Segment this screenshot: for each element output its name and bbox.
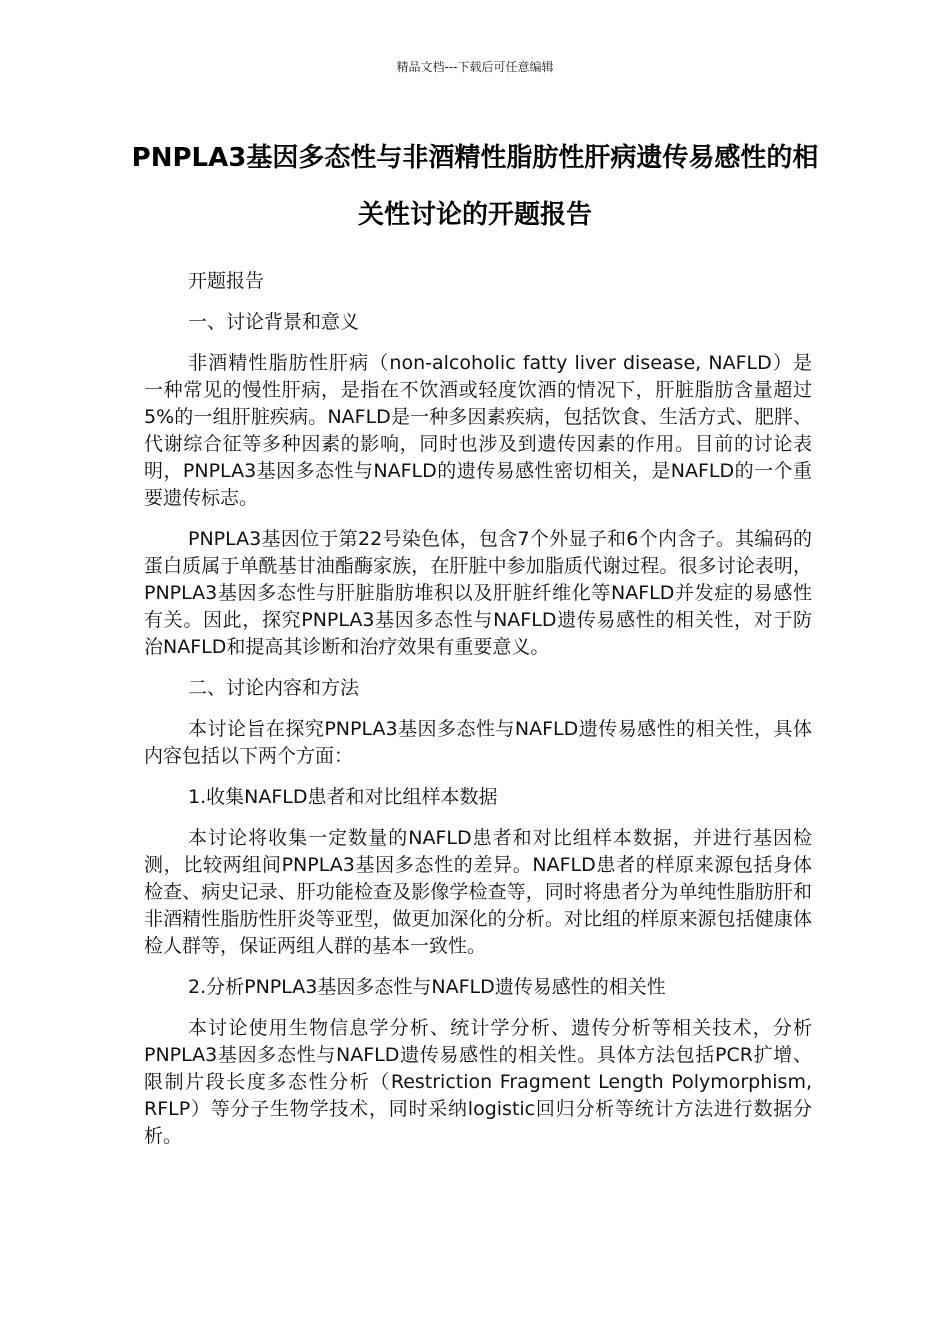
paragraph-sample-collection: 本讨论将收集一定数量的NAFLD患者和对比组样本数据，并进行基因检测，比较两组间PNPLA3基因多态性的差异。NAFLD患者的样原来源包括身体检查、病史记录、肝功能检查及影像学检查等，同时将患者分为单纯性脂肪肝和非酒精性脂肪性肝炎等亚型，做更加深化的分析。对比组的样原来源包括健康体检人群等，保证两组人群的基本一致性。 bbox=[144, 827, 812, 957]
paragraph-analysis: 本讨论使用生物信息学分析、统计学分析、遗传分析等相关技术，分析PNPLA3基因多态性与NAFLD遗传易感性的相关性。具体方法包括PCR扩增、限制片段长度多态性分析（Restriction Fragment Length Polymorphism, RFLP）等分子生物学技术，同时采纳logistic回归分析等统计方法进行数据分析。 bbox=[144, 1017, 812, 1147]
paragraph-aim: 本讨论旨在探究PNPLA3基因多态性与NAFLD遗传易感性的相关性，具体内容包括以下两个方面： bbox=[144, 718, 812, 767]
paragraph-pnpla3-gene: PNPLA3基因位于第22号染色体，包含7个外显子和6个内含子。其编码的蛋白质属于单酰基甘油酯酶家族，在肝脏中参加脂质代谢过程。很多讨论表明，PNPLA3基因多态性与肝脏脂肪堆积以及肝脏纤维化等NAFLD并发症的易感性有关。因此，探究PNPLA3基因多态性与NAFLD遗传易感性的相关性，对于防治NAFLD和提高其诊断和治疗效果有重要意义。 bbox=[144, 528, 812, 658]
section-heading-background: 一、讨论背景和意义 bbox=[188, 311, 360, 333]
section-heading-methods: 二、讨论内容和方法 bbox=[188, 677, 360, 699]
section-label: 开题报告 bbox=[188, 270, 265, 292]
subheading-sample-collection: 1.收集NAFLD患者和对比组样本数据 bbox=[188, 786, 498, 808]
document-body bbox=[144, 268, 812, 1164]
subheading-analysis: 2.分析PNPLA3基因多态性与NAFLD遗传易感性的相关性 bbox=[188, 976, 666, 998]
paragraph-nafld-intro: 非酒精性脂肪性肝病（non-alcoholic fatty liver disease, NAFLD）是一种常见的慢性肝病，是指在不饮酒或轻度饮酒的情况下，肝脏脂肪含量超过5%的一组肝脏疾病。NAFLD是一种多因素疾病，包括饮食、生活方式、肥胖、代谢综合征等多种因素的影响，同时也涉及到遗传因素的作用。目前的讨论表明，PNPLA3基因多态性与NAFLD的遗传易感性密切相关，是NAFLD的一个重要遗传标志。 bbox=[144, 352, 812, 509]
header-note: 精品文档---下载后可任意编辑 bbox=[396, 60, 554, 74]
document-title: PNPLA3基因多态性与非酒精性脂肪性肝病遗传易感性的相关性讨论的开题报告 bbox=[131, 143, 819, 230]
